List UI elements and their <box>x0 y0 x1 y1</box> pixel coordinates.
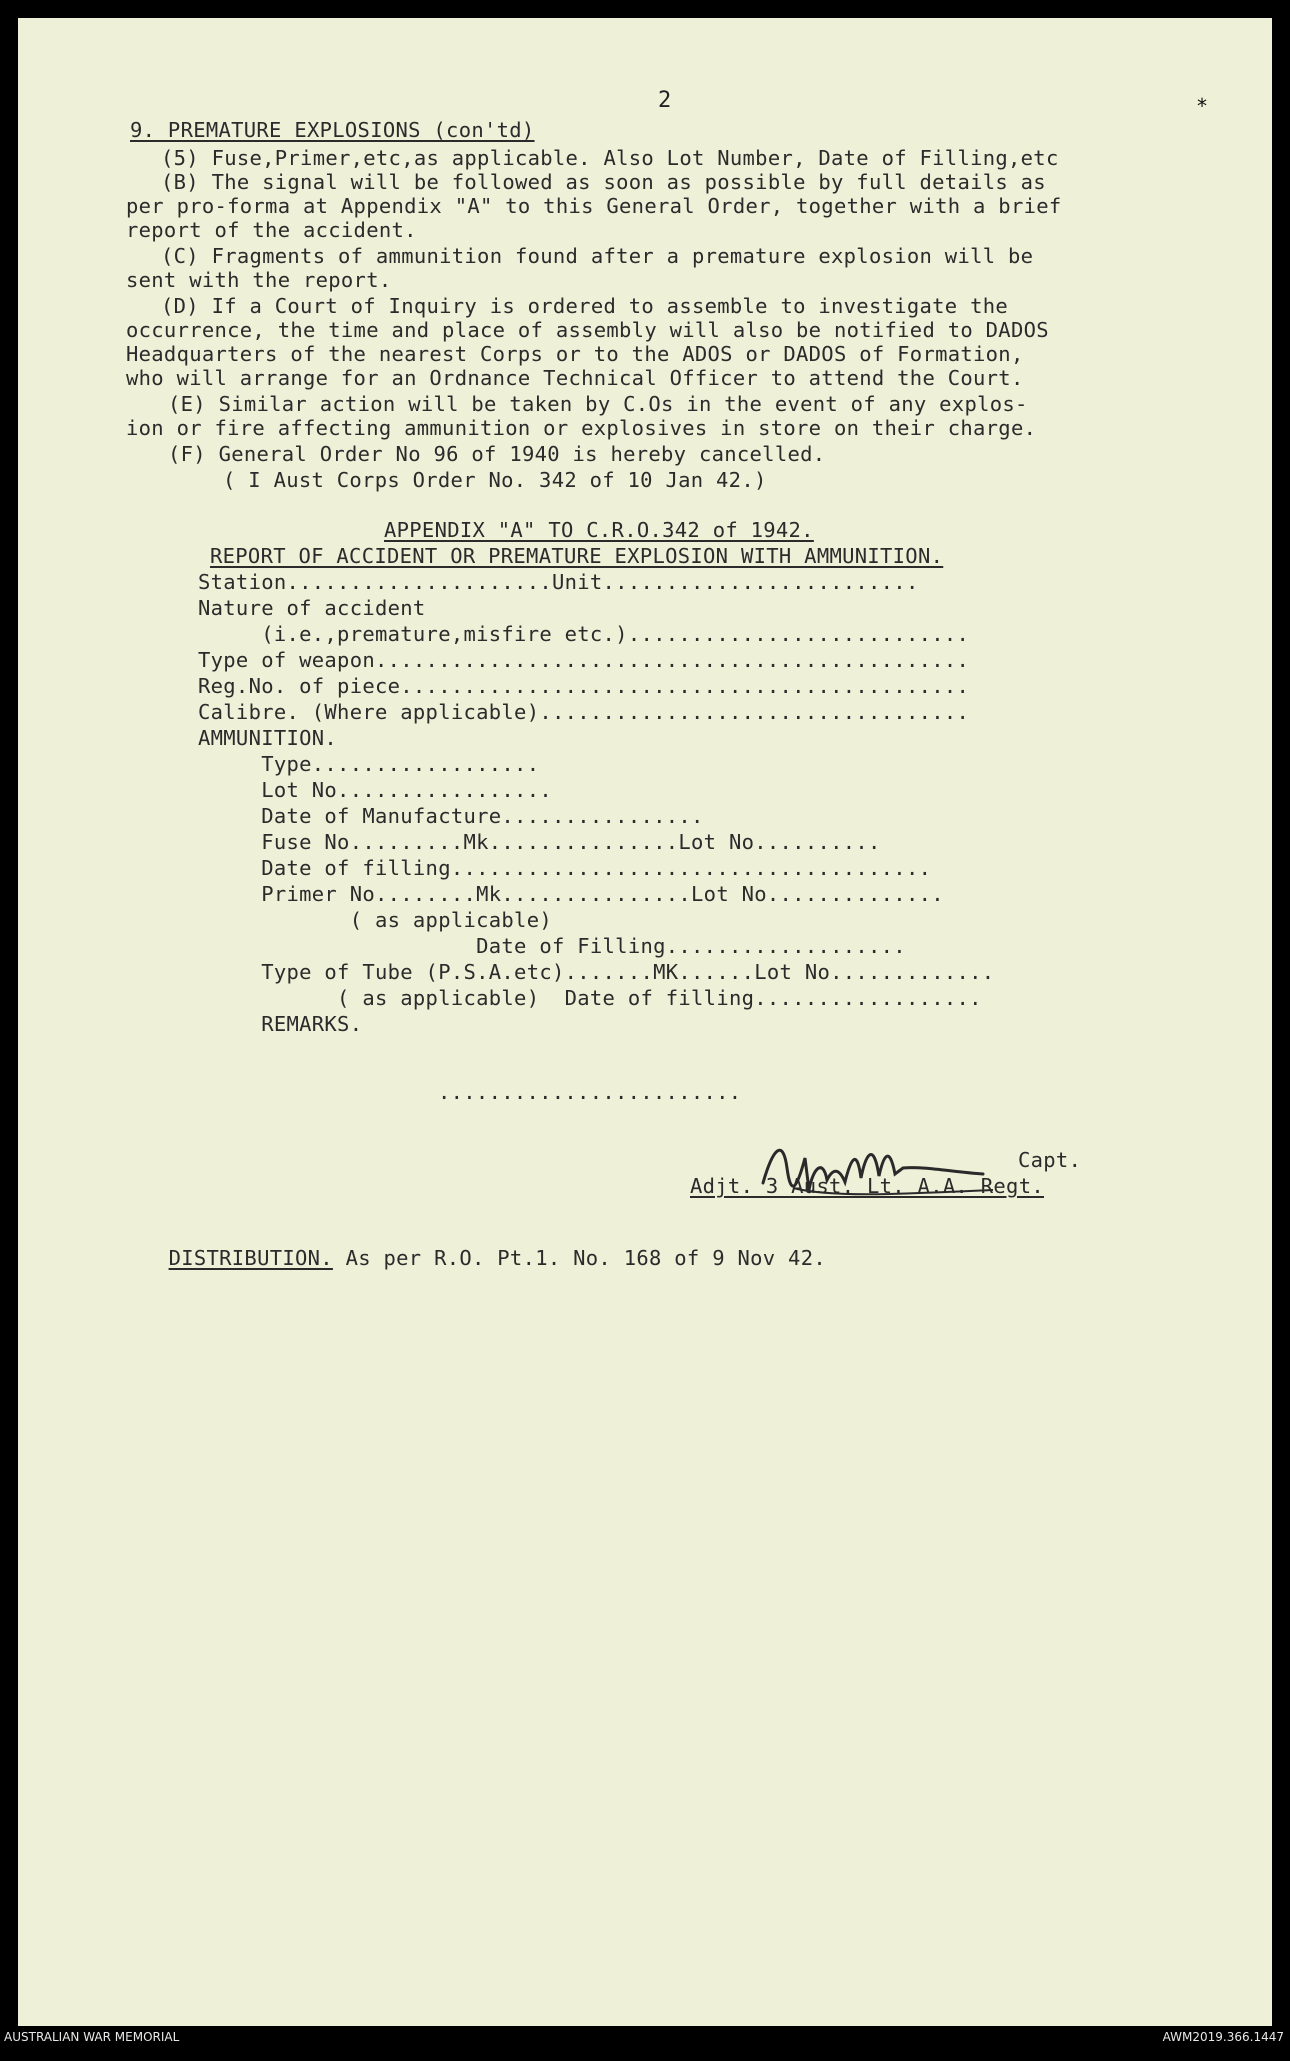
text-line: (5) Fuse,Primer,etc,as applicable. Also Lot Number, Date of Filling,etc <box>161 146 1059 170</box>
section-heading: 9. PREMATURE EXPLOSIONS (con'td) <box>130 118 535 142</box>
form-line: ( as applicable) Date of filling.................. <box>198 986 982 1010</box>
text-line: ( I Aust Corps Order No. 342 of 10 Jan 42.) <box>223 468 767 492</box>
appendix-subtitle: REPORT OF ACCIDENT OR PREMATURE EXPLOSION WITH AMMUNITION. <box>210 544 944 568</box>
signatory-appointment: Adjt. 3 Aust. Lt. A.A. Regt. <box>690 1174 1044 1198</box>
page-number: 2 <box>658 88 672 113</box>
form-line: Primer No........Mk...............Lot No.............. <box>198 882 944 906</box>
form-line: AMMUNITION. <box>198 726 338 750</box>
form-line: Date of Filling................... <box>198 934 906 958</box>
form-line: Reg.No. of piece............................................. <box>198 674 970 698</box>
form-line: Station.....................Unit......................... <box>198 570 919 594</box>
text-line: occurrence, the time and place of assembly will also be notified to DADOS <box>126 318 1049 342</box>
form-line: ( as applicable) <box>198 908 552 932</box>
text-line: ion or fire affecting ammunition or explosives in store on their charge. <box>126 416 1037 440</box>
text-line: (B) The signal will be followed as soon as possible by full details as <box>161 170 1046 194</box>
form-line: REMARKS. <box>198 1012 363 1036</box>
distribution-label: DISTRIBUTION. <box>168 1246 333 1270</box>
text-line: (E) Similar action will be taken by C.Os in the event of any explos- <box>168 392 1028 416</box>
text-line: per pro-forma at Appendix "A" to this General Order, together with a brief <box>126 194 1062 218</box>
form-line: Date of Manufacture................ <box>198 804 704 828</box>
footer-left: AUSTRALIAN WAR MEMORIAL <box>4 2030 180 2044</box>
signatory-rank: Capt. <box>1018 1148 1082 1172</box>
text-line: (D) If a Court of Inquiry is ordered to assemble to investigate the <box>161 294 1009 318</box>
text-line: (F) General Order No 96 of 1940 is hereby cancelled. <box>168 442 826 466</box>
text-line: Headquarters of the nearest Corps or to the ADOS or DADOS of Formation, <box>126 342 1024 366</box>
form-line: Type of weapon............................................... <box>198 648 970 672</box>
form-line: Type of Tube (P.S.A.etc).......MK......Lot No............. <box>198 960 995 984</box>
form-line: Date of filling...................................... <box>198 856 932 880</box>
distribution-line <box>118 1222 826 1294</box>
appendix-title: APPENDIX "A" TO C.R.O.342 of 1942. <box>384 518 814 542</box>
remarks-blank-line: ........................ <box>438 1080 742 1104</box>
form-line: Nature of accident <box>198 596 426 620</box>
text-line: who will arrange for an Ordnance Technical Officer to attend the Court. <box>126 366 1024 390</box>
form-line: Lot No................. <box>198 778 552 802</box>
text-line: sent with the report. <box>126 268 392 292</box>
form-line: Type.................. <box>198 752 540 776</box>
form-line: Calibre. (Where applicable).................................. <box>198 700 970 724</box>
form-line: (i.e.,premature,misfire etc.)........................... <box>198 622 970 646</box>
distribution-text: As per R.O. Pt.1. No. 168 of 9 Nov 42. <box>332 1246 826 1270</box>
text-line: (C) Fragments of ammunition found after a premature explosion will be <box>161 244 1034 268</box>
document-page <box>18 18 1272 2026</box>
form-line: Fuse No.........Mk...............Lot No.......... <box>198 830 881 854</box>
text-line: report of the accident. <box>126 218 417 242</box>
footer-right: AWM2019.366.1447 <box>1162 2030 1284 2044</box>
corner-mark: * <box>1196 94 1209 118</box>
